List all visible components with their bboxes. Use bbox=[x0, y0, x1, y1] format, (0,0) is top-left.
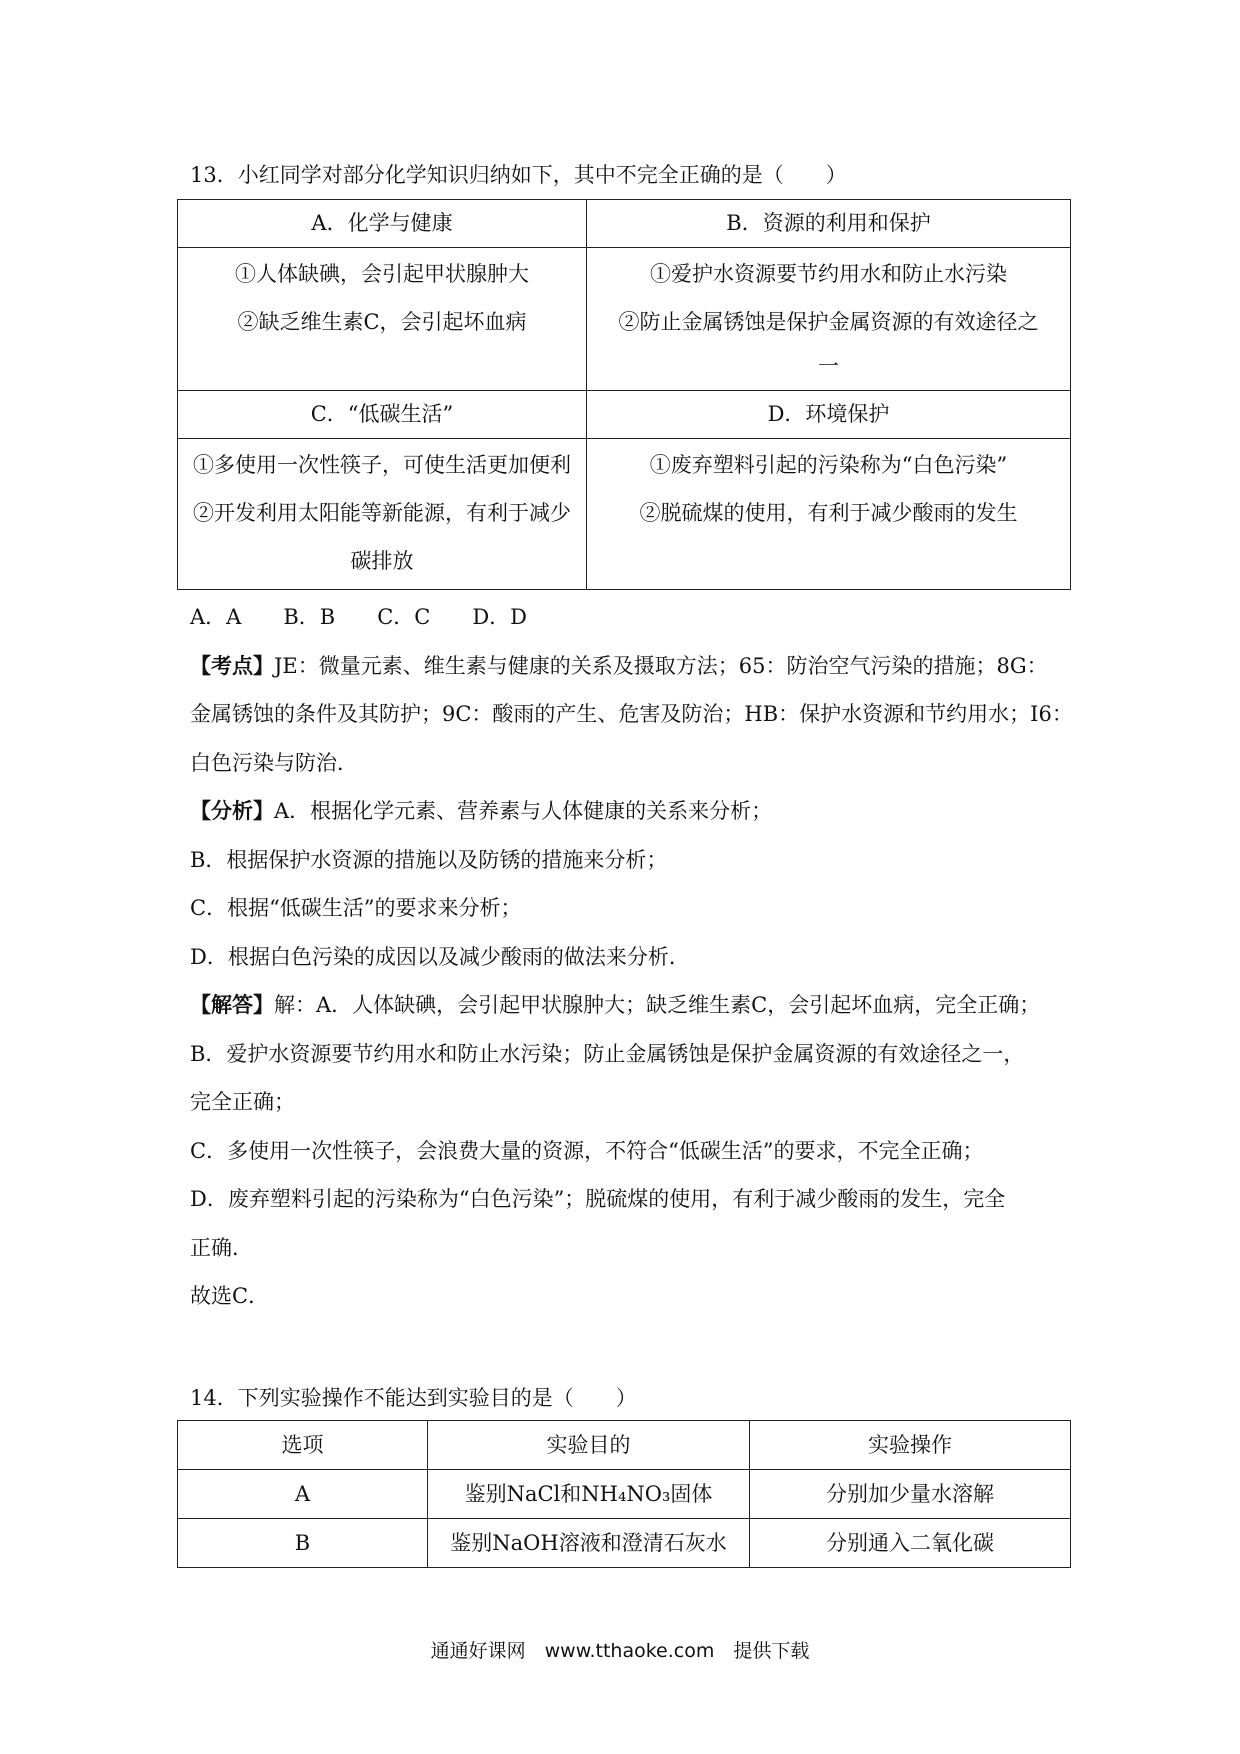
cell-a-line-1: ①人体缺碘，会引起甲状腺肿大 bbox=[235, 262, 529, 286]
header-purpose: 实验目的 bbox=[428, 1421, 750, 1470]
kaodian-text-1: JE：微量元素、维生素与健康的关系及摄取方法；65：防治空气污染的措施；8G： bbox=[274, 653, 1048, 678]
cell-d-line-1: ①废弃塑料引起的污染称为“白色污染” bbox=[649, 453, 1008, 477]
jieda-line-3: 完全正确； bbox=[190, 1090, 295, 1114]
question-14-title: 14．下列实验操作不能达到实验目的是（ ） bbox=[190, 1386, 637, 1410]
options-line: A．A B．B C．C D．D bbox=[190, 605, 528, 629]
cell-b-line-1: ①爱护水资源要节约用水和防止水污染 bbox=[650, 262, 1007, 286]
jieda-line-5: D．废弃塑料引起的污染称为“白色污染”；脱硫煤的使用，有利于减少酸雨的发生，完全 bbox=[190, 1187, 1006, 1211]
kaodian-line-1 bbox=[190, 642, 1070, 691]
cell-a-head: A．化学与健康 bbox=[178, 200, 587, 248]
table-row bbox=[178, 1519, 1071, 1568]
row-b-purpose: 鉴别NaOH溶液和澄清石灰水 bbox=[428, 1519, 750, 1568]
jieda-line-6: 正确． bbox=[190, 1235, 253, 1260]
fenxi-line-1 bbox=[190, 787, 1070, 836]
row-a-option: A bbox=[178, 1470, 428, 1519]
cell-b-body bbox=[587, 248, 1071, 391]
jieda-label: 【解答】 bbox=[190, 992, 274, 1017]
answer-line: 故选C． bbox=[190, 1284, 270, 1308]
question-13-solution bbox=[190, 593, 1073, 1321]
cell-d-body bbox=[587, 439, 1071, 590]
kaodian-line-2: 金属锈蚀的条件及其防护；9C：酸雨的产生、危害及防治；HB：保护水资源和节约用水；I6： bbox=[190, 702, 1073, 726]
cell-c-line-3: 碳排放 bbox=[350, 549, 414, 573]
cell-a-line-2: ②缺乏维生素C，会引起坏血病 bbox=[237, 310, 527, 334]
cell-c-head: C．“低碳生活” bbox=[178, 391, 587, 439]
cell-b-line-2: ②防止金属锈蚀是保护金属资源的有效途径之 bbox=[618, 310, 1039, 334]
question-13-title: 13．小红同学对部分化学知识归纳如下，其中不完全正确的是（ ） bbox=[190, 163, 847, 187]
page-footer: 通通好课网 www.tthaoke.com 提供下载 bbox=[430, 1640, 810, 1662]
fenxi-line-2: B．根据保护水资源的措施以及防锈的措施来分析； bbox=[190, 847, 668, 872]
header-operation: 实验操作 bbox=[750, 1421, 1071, 1470]
kaodian-line-3: 白色污染与防治． bbox=[190, 750, 358, 775]
kaodian-label: 【考点】 bbox=[190, 652, 274, 678]
cell-a-body bbox=[178, 248, 587, 391]
cell-c-line-2: ②开发利用太阳能等新能源，有利于减少 bbox=[193, 501, 571, 525]
cell-c-line-1: ①多使用一次性筷子，可使生活更加便利 bbox=[193, 453, 571, 477]
cell-b-line-3: 一 bbox=[818, 354, 839, 378]
question-13-table bbox=[177, 199, 1071, 590]
row-b-option: B bbox=[178, 1519, 428, 1568]
jieda-line-4: C．多使用一次性筷子，会浪费大量的资源，不符合“低碳生活”的要求，不完全正确； bbox=[190, 1138, 984, 1163]
fenxi-label: 【分析】 bbox=[190, 798, 274, 823]
cell-b-head: B．资源的利用和保护 bbox=[587, 200, 1071, 248]
fenxi-text-1: A．根据化学元素、营养素与人体健康的关系来分析； bbox=[274, 799, 773, 823]
cell-d-line-2: ②脱硫煤的使用，有利于减少酸雨的发生 bbox=[639, 501, 1018, 525]
row-a-operation: 分别加少量水溶解 bbox=[750, 1470, 1071, 1519]
fenxi-line-4: D．根据白色污染的成因以及减少酸雨的做法来分析． bbox=[190, 944, 690, 969]
header-option: 选项 bbox=[178, 1421, 428, 1470]
jieda-line-1 bbox=[190, 981, 1070, 1030]
cell-d-head: D．环境保护 bbox=[587, 391, 1071, 439]
fenxi-line-3: C．根据“低碳生活”的要求来分析； bbox=[190, 896, 522, 920]
cell-c-body bbox=[178, 439, 587, 590]
table-header-row bbox=[178, 1421, 1071, 1470]
row-a-purpose: 鉴别NaCl和NH₄NO₃固体 bbox=[428, 1470, 750, 1519]
row-b-operation: 分别通入二氧化碳 bbox=[750, 1519, 1071, 1568]
jieda-line-2: B．爱护水资源要节约用水和防止水污染；防止金属锈蚀是保护金属资源的有效途径之一， bbox=[190, 1041, 1025, 1066]
jieda-text-1: 解：A．人体缺碘，会引起甲状腺肿大；缺乏维生素C，会引起坏血病，完全正确； bbox=[274, 993, 1041, 1017]
table-row bbox=[178, 1470, 1071, 1519]
question-14-table bbox=[177, 1420, 1071, 1568]
